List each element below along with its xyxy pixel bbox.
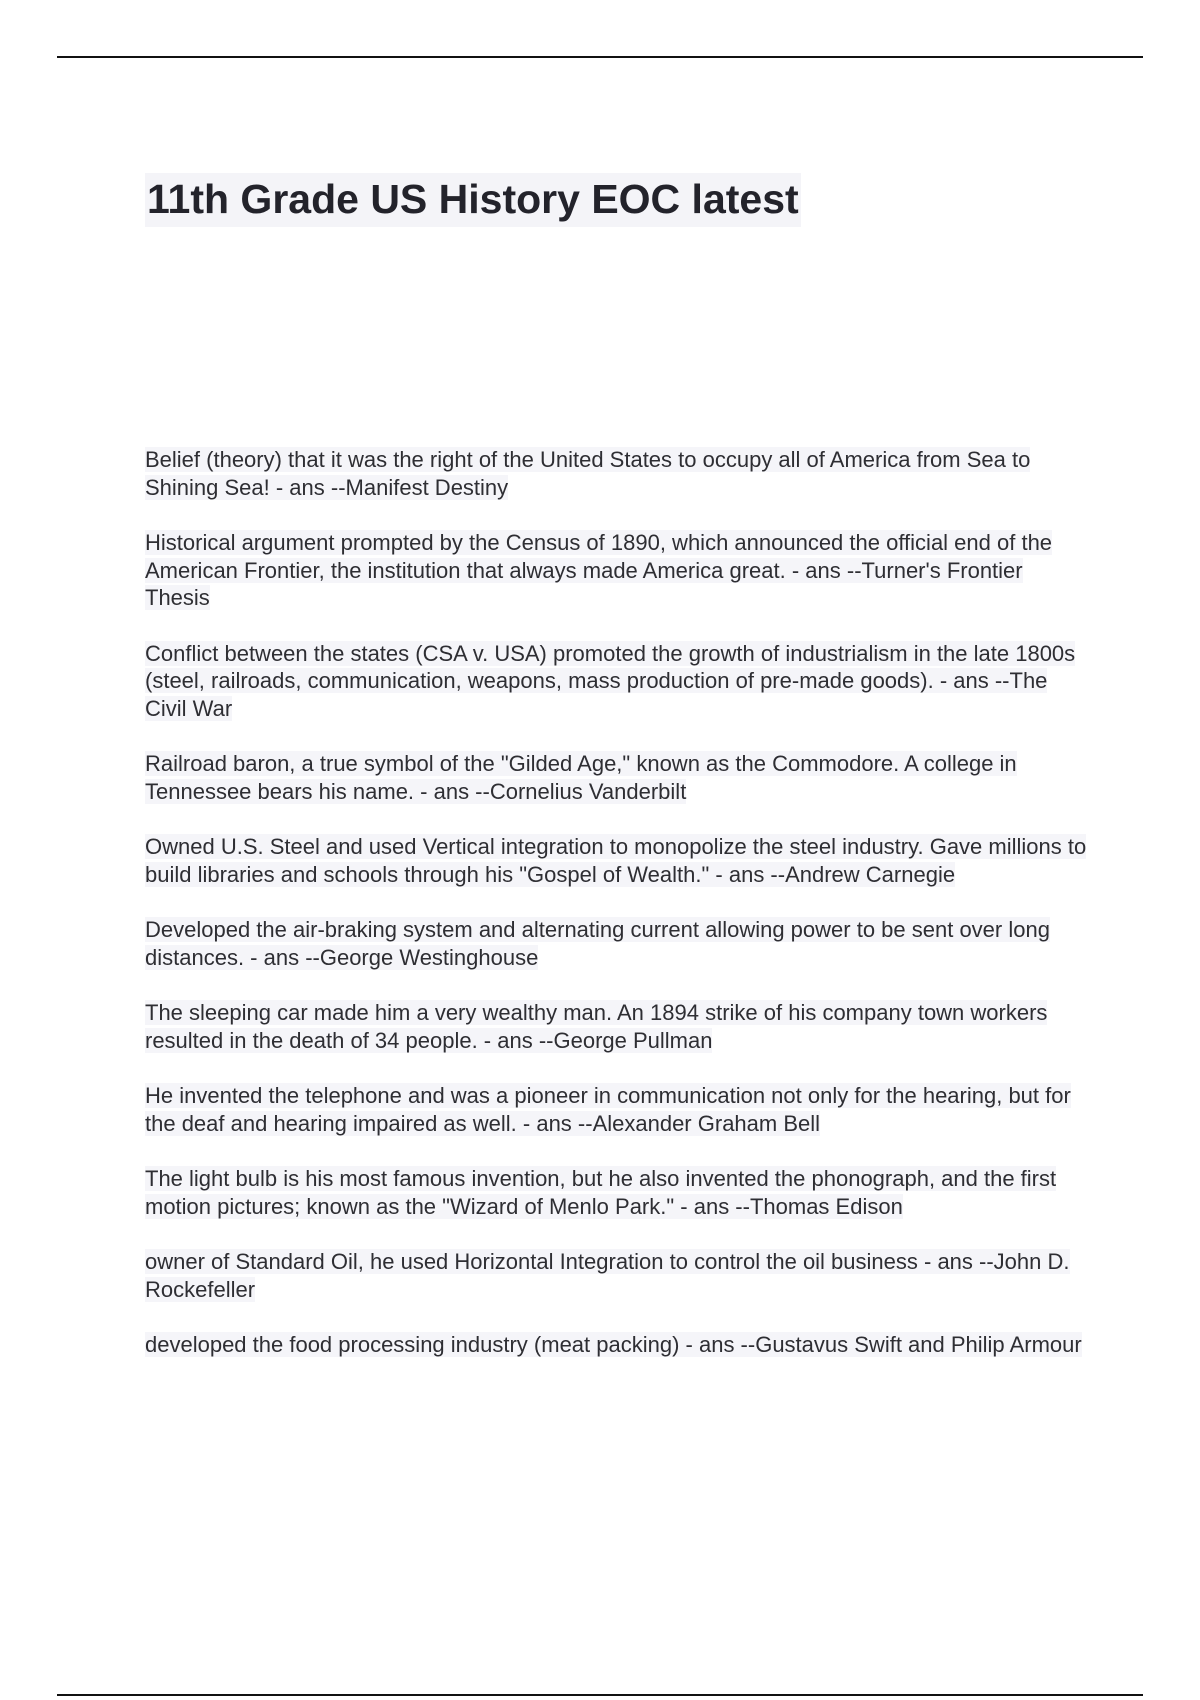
flashcard-item (145, 640, 1090, 723)
flashcard-item (145, 916, 1090, 971)
flashcard-text: Conflict between the states (CSA v. USA) promoted the growth of industrialism in the late 1800s (steel, railroads, communication, weapons, mass production of pre-made goods). - ans --The Civil War (145, 640, 1076, 721)
flashcard-item (145, 446, 1090, 501)
flashcard-item (145, 999, 1090, 1054)
flashcard-item (145, 1248, 1090, 1303)
flashcard-item (145, 1331, 1090, 1359)
footer-rule (57, 1694, 1143, 1696)
flashcard-text: Developed the air-braking system and alternating current allowing power to be sent over long distances. - ans --George Westinghouse (145, 917, 1050, 970)
flashcard-text: He invented the telephone and was a pioneer in communication not only for the hearing, but for the deaf and hearing impaired as well. - ans --Alexander Graham Bell (145, 1083, 1071, 1136)
flashcard-text: Owned U.S. Steel and used Vertical integration to monopolize the steel industry. Gave millions to build libraries and schools through his "Gospel of Wealth." - ans --Andrew Carnegie (145, 834, 1087, 887)
document-title: 11th Grade US History EOC latest (145, 173, 801, 227)
header-rule (57, 56, 1143, 58)
flashcard-text: Belief (theory) that it was the right of the United States to occupy all of America from Sea to Shining Sea! - ans --Manifest Destiny (145, 447, 1031, 500)
flashcard-text: developed the food processing industry (meat packing) - ans --Gustavus Swift and Philip Armour (145, 1332, 1082, 1357)
flashcard-text: Railroad baron, a true symbol of the "Gilded Age," known as the Commodore. A college in Tennessee bears his name. - ans --Cornelius Vanderbilt (145, 751, 1017, 804)
flashcard-item (145, 1165, 1090, 1220)
flashcard-item (145, 529, 1090, 612)
flashcard-item (145, 750, 1090, 805)
flashcard-item (145, 1082, 1090, 1137)
flashcard-text: The light bulb is his most famous invention, but he also invented the phonograph, and the first motion pictures; known as the "Wizard of Menlo Park." - ans --Thomas Edison (145, 1166, 1057, 1219)
flashcard-text: The sleeping car made him a very wealthy man. An 1894 strike of his company town workers resulted in the death of 34 people. - ans --George Pullman (145, 1000, 1048, 1053)
flashcard-item (145, 833, 1090, 888)
flashcard-text: Historical argument prompted by the Census of 1890, which announced the official end of the American Frontier, the institution that always made America great. - ans --Turner's Frontier Thesis (145, 530, 1053, 610)
flashcard-text: owner of Standard Oil, he used Horizontal Integration to control the oil business - ans --John D. Rockefeller (145, 1249, 1070, 1302)
flashcard-list (145, 446, 1090, 1387)
